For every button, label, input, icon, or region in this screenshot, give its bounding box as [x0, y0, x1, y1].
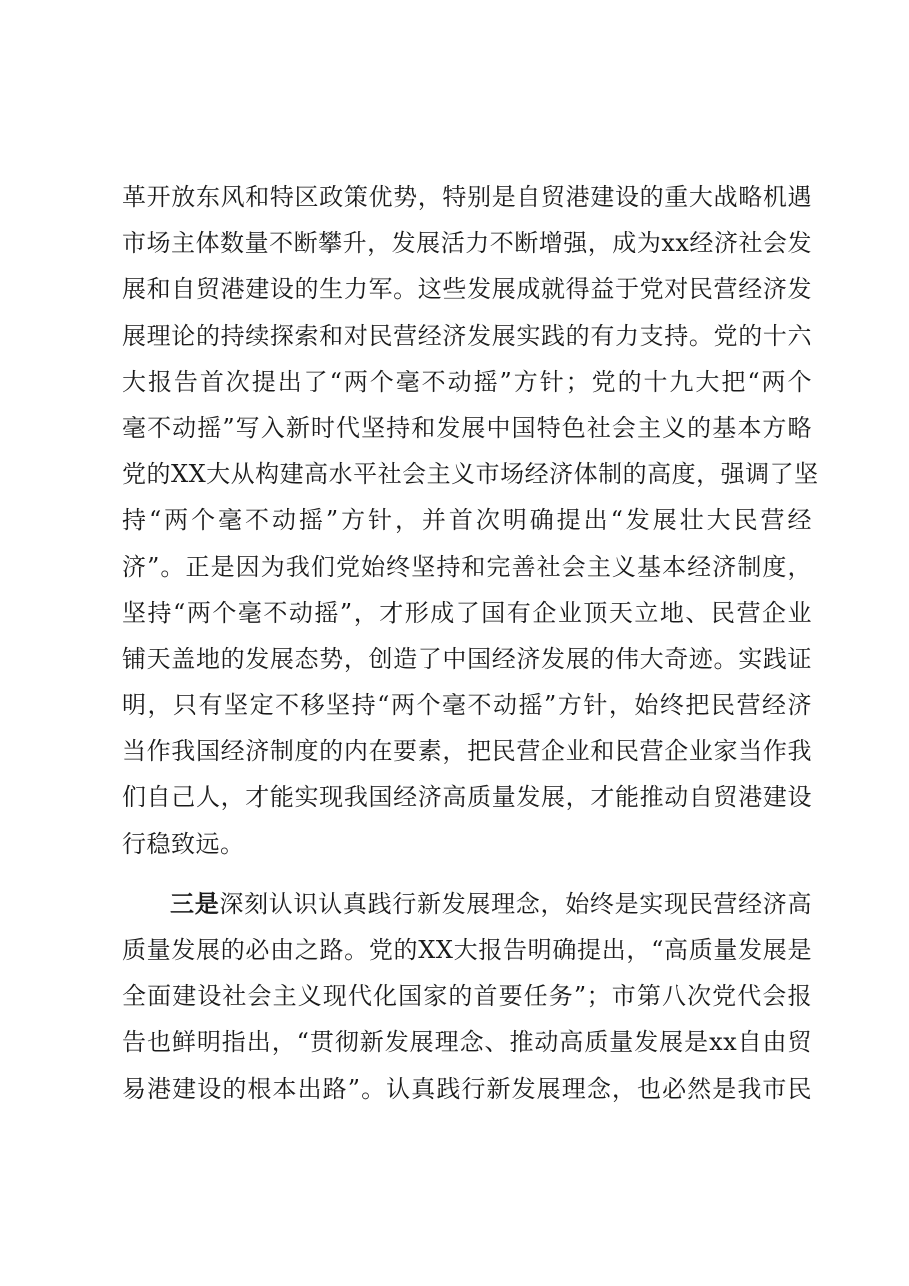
- text-line: 毫不动摇”写入新时代坚持和发展中国特色社会主义的基本方略: [122, 413, 812, 442]
- text-line: 展理论的持续探索和对民营经济发展实践的有力支持。党的十六: [122, 321, 812, 350]
- paragraph-2: [122, 881, 812, 1112]
- text-line: 党的XX大从构建高水平社会主义市场经济体制的高度，强调了坚: [122, 460, 819, 489]
- paragraph-lead: 三是: [170, 888, 220, 918]
- text-line: 大报告首次提出了“两个毫不动摇”方针；党的十九大把“两个: [122, 367, 812, 396]
- text-line: 易港建设的根本出路”。认真践行新发展理念，也必然是我市民: [122, 1074, 812, 1103]
- text-line: 当作我国经济制度的内在要素，把民营企业和民营企业家当作我: [122, 737, 812, 766]
- document-body: [122, 174, 819, 1112]
- text-line: 铺天盖地的发展态势，创造了中国经济发展的伟大奇迹。实践证: [122, 644, 812, 673]
- text-line: 行稳致远。: [122, 829, 245, 858]
- paragraph-1: [122, 174, 819, 867]
- text-line: 革开放东风和特区政策优势，特别是自贸港建设的重大战略机遇: [122, 183, 812, 211]
- paragraph-spacer: [122, 867, 812, 881]
- text-line: 市场主体数量不断攀升，发展活力不断增强，成为xx经济社会发: [122, 229, 812, 258]
- text-line: 质量发展的必由之路。党的XX大报告明确提出，“高质量发展是: [122, 936, 812, 964]
- text-line: 告也鲜明指出，“贯彻新发展理念、推动高质量发展是xx自由贸: [122, 1028, 812, 1057]
- text-line-first: [122, 881, 812, 927]
- text-line: 全面建设社会主义现代化国家的首要任务”；市第八次党代会报: [122, 982, 812, 1011]
- text-line: 济”。正是因为我们党始终坚持和完善社会主义基本经济制度，: [122, 552, 812, 581]
- text-line: 持“两个毫不动摇”方针，并首次明确提出“发展壮大民营经: [122, 506, 812, 535]
- paragraph-lead-rest: 深刻认识认真践行新发展理念，始终是实现民营经济高: [219, 889, 813, 918]
- text-line: 们自己人，才能实现我国经济高质量发展，才能推动自贸港建设: [122, 783, 812, 812]
- text-line: 展和自贸港建设的生力军。这些发展成就得益于党对民营经济发: [122, 275, 812, 304]
- text-line: 坚持“两个毫不动摇”，才形成了国有企业顶天立地、民营企业: [122, 598, 812, 627]
- text-line: 明，只有坚定不移坚持“两个毫不动摇”方针，始终把民营经济: [122, 691, 812, 720]
